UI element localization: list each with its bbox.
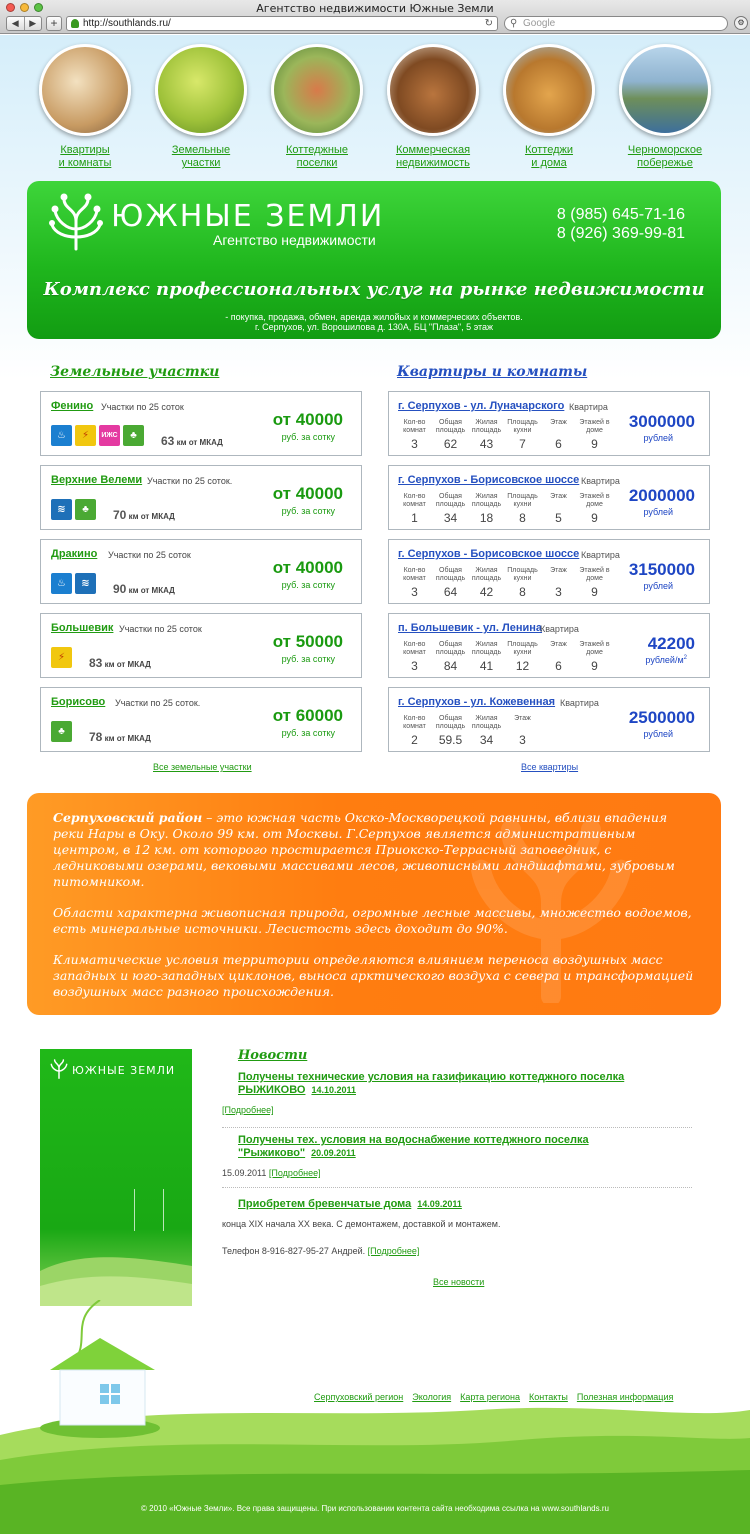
apartment-kind: Квартира bbox=[581, 476, 620, 486]
land-card[interactable] bbox=[40, 391, 362, 456]
apartment-card[interactable] bbox=[388, 465, 710, 530]
land-desc: Участки по 25 соток bbox=[119, 624, 202, 634]
stat bbox=[397, 567, 432, 599]
all-apartments-link[interactable]: Все квартиры bbox=[521, 762, 579, 772]
category-label-line2: и дома bbox=[531, 157, 567, 169]
news-footer bbox=[222, 1246, 692, 1256]
stat-label: Площадь кухни bbox=[507, 641, 538, 656]
side-advert-banner[interactable] bbox=[40, 1049, 192, 1306]
price-unit: рублей/$м^2$ bbox=[645, 655, 687, 665]
stat-label: Этажей в доме bbox=[579, 493, 610, 508]
price-unit: рублей bbox=[643, 433, 673, 443]
news-footer bbox=[222, 1168, 692, 1178]
land-price: от 60000 bbox=[272, 706, 343, 725]
category-label-line2: поселки bbox=[296, 157, 338, 169]
land-name[interactable]: Борисово bbox=[51, 696, 106, 708]
distance-suffix: км от МКАД bbox=[174, 438, 223, 447]
utility-icons bbox=[51, 647, 72, 668]
search-input[interactable] bbox=[504, 16, 728, 31]
stat-value: 3 bbox=[555, 585, 562, 599]
distance-suffix: км от МКАД bbox=[126, 512, 175, 521]
news-date: 14.10.2011 bbox=[311, 1085, 357, 1095]
land-section-title[interactable]: Земельные участки bbox=[50, 364, 220, 380]
stat-label: Жилая площадь bbox=[471, 567, 502, 582]
about-lead: Серпуховский район bbox=[53, 810, 203, 825]
stat bbox=[505, 567, 540, 599]
distance bbox=[89, 730, 151, 744]
utility-icons bbox=[51, 721, 72, 742]
distance-value: 70 bbox=[113, 508, 127, 522]
stat bbox=[505, 715, 540, 747]
price-unit: рублей bbox=[643, 581, 673, 591]
category-nav bbox=[30, 44, 720, 170]
news-date: 20.09.2011 bbox=[311, 1148, 356, 1158]
stat bbox=[433, 419, 468, 451]
apartment-address[interactable]: г. Серпухов - Борисовское шоссе bbox=[398, 548, 580, 560]
apartment-price: 3150000 bbox=[628, 560, 695, 579]
news-title[interactable]: Новости bbox=[238, 1048, 308, 1063]
news-divider bbox=[222, 1187, 692, 1188]
land-card[interactable] bbox=[40, 539, 362, 604]
izs-icon: ИЖС bbox=[99, 425, 120, 446]
stat-label: Кол-во комнат bbox=[403, 493, 426, 508]
stat-value: 64 bbox=[443, 585, 458, 599]
stat-value: 3 bbox=[411, 585, 418, 599]
news-item bbox=[222, 1134, 692, 1178]
water-icon: ≋ bbox=[75, 573, 96, 594]
about-paragraph-3: Климатические условия территории определяются влиянием переноса воздушных масс западных и юго-западных циклонов, выноса арктического воздуха с севера и трансформацией воздушных масс разного происхождения. bbox=[53, 952, 694, 999]
land-price: от 40000 bbox=[272, 558, 343, 577]
apartment-stats bbox=[397, 493, 613, 525]
all-news-link[interactable]: Все новости bbox=[433, 1277, 485, 1287]
forward-icon[interactable]: ▶ bbox=[29, 18, 37, 28]
land-name[interactable]: Дракино bbox=[51, 548, 98, 560]
land-photo[interactable] bbox=[155, 44, 247, 136]
stat-label: Общая площадь bbox=[435, 493, 466, 508]
stat bbox=[469, 715, 504, 747]
stat bbox=[469, 493, 504, 525]
brand-subtitle: Агентство недвижимости bbox=[213, 232, 376, 248]
stat-value: 5 bbox=[555, 511, 562, 525]
utility-icons bbox=[51, 573, 96, 594]
stat-label: Общая площадь bbox=[435, 567, 466, 582]
stat-label: Этажей в доме bbox=[579, 419, 610, 434]
apartment-card[interactable] bbox=[388, 391, 710, 456]
price-unit: рублей bbox=[643, 729, 673, 739]
land-name[interactable]: Большевик bbox=[51, 622, 114, 634]
land-desc: Участки по 25 соток. bbox=[147, 476, 233, 486]
stat bbox=[577, 641, 612, 673]
stat bbox=[433, 493, 468, 525]
commercial-photo[interactable] bbox=[387, 44, 479, 136]
category-label[interactable] bbox=[610, 144, 720, 170]
distance-suffix: км от МКАД bbox=[102, 660, 151, 669]
add-bookmark-button[interactable]: + bbox=[46, 16, 62, 31]
apartment-stats bbox=[397, 641, 613, 673]
search-placeholder: Google bbox=[523, 18, 556, 29]
stat-value: 8 bbox=[519, 511, 526, 525]
news-text-2: Телефон 8-916-827-95-27 Андрей. bbox=[222, 1246, 366, 1256]
stat bbox=[505, 419, 540, 451]
category-label-line2: побережье bbox=[637, 157, 693, 169]
unit-superscript: 2 bbox=[683, 655, 687, 661]
footer-nav-link[interactable]: Полезная информация bbox=[576, 1392, 674, 1402]
utility-icons bbox=[51, 499, 96, 520]
stat-label: Жилая площадь bbox=[471, 641, 502, 656]
electricity-icon: ⚡ bbox=[51, 647, 72, 668]
stat-label: Кол-во комнат bbox=[403, 567, 426, 582]
gear-icon[interactable]: ⚙ bbox=[734, 16, 748, 30]
land-card[interactable] bbox=[40, 687, 362, 752]
news-footer bbox=[222, 1105, 692, 1115]
price-unit: руб. за сотку bbox=[281, 654, 335, 664]
stat-value: 3 bbox=[411, 659, 418, 673]
services-text bbox=[27, 312, 721, 332]
stat-value: 84 bbox=[443, 659, 458, 673]
stat-label: Этаж bbox=[550, 567, 567, 574]
stat-value: 59.5 bbox=[438, 733, 463, 747]
news-headline-text: Получены технические условия на газификацию коттеджного поселка РЫЖИКОВО bbox=[238, 1071, 625, 1096]
stat-value: 62 bbox=[443, 437, 458, 451]
phones bbox=[557, 205, 685, 243]
stat-label: Кол-во комнат bbox=[403, 715, 426, 730]
land-list bbox=[40, 391, 362, 761]
category-houses[interactable] bbox=[494, 44, 604, 170]
stat-value: 6 bbox=[555, 437, 562, 451]
category-label-line1: Черноморское bbox=[627, 144, 703, 156]
stat-label: Этаж bbox=[550, 641, 567, 648]
stat bbox=[397, 715, 432, 747]
stat-value: 6 bbox=[555, 659, 562, 673]
price-unit: рублей bbox=[643, 507, 673, 517]
news-date: 14.09.2011 bbox=[417, 1199, 462, 1209]
apartment-address[interactable]: г. Серпухов - ул. Кожевенная bbox=[398, 696, 556, 708]
news-headline[interactable] bbox=[238, 1198, 692, 1211]
land-card[interactable] bbox=[40, 613, 362, 678]
stat-label: Этажей в доме bbox=[579, 641, 610, 656]
category-label[interactable] bbox=[30, 144, 140, 170]
stat-label: Кол-во комнат bbox=[403, 419, 426, 434]
stat bbox=[541, 641, 576, 673]
category-villages[interactable] bbox=[262, 44, 372, 170]
stat-label: Кол-во комнат bbox=[403, 641, 426, 656]
blacksea-photo[interactable] bbox=[619, 44, 711, 136]
price-unit: руб. за сотку bbox=[281, 580, 335, 590]
stat-label: Общая площадь bbox=[435, 641, 466, 656]
news-headline[interactable] bbox=[238, 1134, 692, 1160]
stat-value: 41 bbox=[479, 659, 494, 673]
stat bbox=[577, 419, 612, 451]
stat bbox=[397, 641, 432, 673]
stat bbox=[577, 567, 612, 599]
land-name[interactable]: Фенино bbox=[51, 400, 94, 412]
stat-label: Этажей в доме bbox=[579, 567, 610, 582]
category-label-line1: Земельные bbox=[171, 144, 231, 156]
electricity-icon: ⚡ bbox=[75, 425, 96, 446]
stat-value: 8 bbox=[519, 585, 526, 599]
stat-value: 9 bbox=[591, 585, 598, 599]
stat-value: 43 bbox=[479, 437, 494, 451]
stat-label: Жилая площадь bbox=[471, 493, 502, 508]
stat bbox=[469, 641, 504, 673]
land-price: от 50000 bbox=[272, 632, 343, 651]
water-icon: ≋ bbox=[51, 499, 72, 520]
news-item bbox=[222, 1198, 692, 1256]
news-divider bbox=[222, 1127, 692, 1128]
apartment-price: 42200 bbox=[647, 634, 695, 653]
stat bbox=[433, 567, 468, 599]
stat-value: 9 bbox=[591, 659, 598, 673]
phone-2: 8 (926) 369-99-81 bbox=[556, 225, 685, 242]
price-unit: руб. за сотку bbox=[281, 432, 335, 442]
category-land[interactable] bbox=[146, 44, 256, 170]
news-date-secondary: 15.09.2011 bbox=[222, 1168, 267, 1178]
side-banner-brand: ЮЖНЫЕ ЗЕМЛИ bbox=[72, 1064, 176, 1077]
stat bbox=[541, 419, 576, 451]
search-icon: ⚲ bbox=[510, 18, 518, 29]
houses-photo[interactable] bbox=[503, 44, 595, 136]
stat-value: 34 bbox=[479, 733, 494, 747]
about-paragraph-1 bbox=[53, 810, 695, 890]
stat-label: Площадь кухни bbox=[507, 493, 538, 508]
category-blacksea[interactable] bbox=[610, 44, 720, 170]
apartment-kind: Квартира bbox=[560, 698, 599, 708]
news-text: конца XIX начала XX века. С демонтажем, доставкой и монтажем. bbox=[222, 1219, 501, 1229]
apartment-stats bbox=[397, 567, 613, 599]
footer-nav-link[interactable]: Экология bbox=[412, 1392, 452, 1402]
all-land-link[interactable]: Все земельные участки bbox=[153, 762, 252, 772]
apartment-card[interactable] bbox=[388, 539, 710, 604]
stat-value: 3 bbox=[519, 733, 526, 747]
about-text-1: – это южная часть Окско-Москворецкой равнины, вблизи впадения реки Нары в Оку. Около 99 км. от Москвы. Г.Серпухов является административным центром, в 12 км. от которого простирается Приокско-Террасный заповедник, с ледниковыми озерами, вековыми массивами лесов, живописными ландшафтами, зубровым питомником. bbox=[53, 810, 675, 889]
back-icon[interactable]: ◀ bbox=[7, 17, 25, 30]
gas-icon: ♨ bbox=[51, 573, 72, 594]
more-link[interactable]: [Подробнее] bbox=[367, 1246, 420, 1256]
stat bbox=[577, 493, 612, 525]
news-headline-text: Приобретем бревенчатые дома bbox=[238, 1198, 412, 1210]
category-label[interactable] bbox=[262, 144, 372, 170]
stat-label: Этаж bbox=[550, 493, 567, 500]
category-label-line2: участки bbox=[181, 157, 221, 169]
about-region-block bbox=[27, 793, 721, 1015]
stat-value: 18 bbox=[479, 511, 494, 525]
stat bbox=[433, 641, 468, 673]
land-desc: Участки по 25 соток bbox=[108, 550, 191, 560]
apartment-stats bbox=[397, 419, 613, 451]
window-title: Агентство недвижимости Южные Земли bbox=[256, 2, 494, 15]
distance bbox=[113, 582, 175, 596]
apartment-price: 3000000 bbox=[628, 412, 695, 431]
phone-1: 8 (985) 645-71-16 bbox=[556, 206, 685, 223]
stat-value: 3 bbox=[411, 437, 418, 451]
utility-icons bbox=[51, 425, 144, 446]
stat-label: Общая площадь bbox=[435, 419, 466, 434]
stat-label: Площадь кухни bbox=[507, 567, 538, 582]
distance-value: 78 bbox=[89, 730, 103, 744]
stat bbox=[433, 715, 468, 747]
price-unit: руб. за сотку bbox=[281, 728, 335, 738]
distance bbox=[161, 434, 223, 448]
address-line: г. Серпухов, ул. Ворошилова д. 130А, БЦ "Плаза", 5 этаж bbox=[254, 322, 494, 332]
footer-nav bbox=[314, 1392, 673, 1402]
apartment-price: 2000000 bbox=[628, 486, 695, 505]
browser-toolbar bbox=[0, 0, 750, 34]
apartment-list bbox=[388, 391, 710, 761]
distance bbox=[89, 656, 151, 670]
stat-label: Площадь кухни bbox=[507, 419, 538, 434]
gas-icon: ♨ bbox=[51, 425, 72, 446]
tree-icon: ♣ bbox=[123, 425, 144, 446]
news-headline[interactable] bbox=[238, 1071, 692, 1097]
distance bbox=[113, 508, 175, 522]
land-card[interactable] bbox=[40, 465, 362, 530]
stat bbox=[505, 493, 540, 525]
tree-icon: ♣ bbox=[75, 499, 96, 520]
stat-label: Этаж bbox=[550, 419, 567, 426]
apartment-card[interactable] bbox=[388, 613, 710, 678]
stat bbox=[541, 493, 576, 525]
stat bbox=[397, 419, 432, 451]
footer-nav-link[interactable]: Контакты bbox=[529, 1392, 568, 1402]
stat-value: 7 bbox=[519, 437, 526, 451]
tree-icon: ♣ bbox=[51, 721, 72, 742]
stat-label: Жилая площадь bbox=[471, 715, 502, 730]
price-unit: руб. за сотку bbox=[281, 506, 335, 516]
side-banner-decor bbox=[134, 1189, 164, 1231]
apartment-address[interactable]: г. Серпухов - Борисовское шоссе bbox=[398, 474, 580, 486]
apartment-kind: Квартира bbox=[540, 624, 579, 634]
stat-value: 34 bbox=[443, 511, 458, 525]
distance-suffix: км от МКАД bbox=[126, 586, 175, 595]
brand-name: ЮЖНЫЕ ЗЕМЛИ bbox=[111, 199, 385, 234]
apartment-address[interactable]: п. Большевик - ул. Ленина bbox=[398, 622, 543, 634]
category-label-line1: Коттеджные bbox=[286, 144, 348, 156]
category-apartments[interactable] bbox=[30, 44, 140, 170]
stat-label: Жилая площадь bbox=[471, 419, 502, 434]
address-bar-text: http://southlands.ru/ bbox=[83, 18, 171, 29]
stat bbox=[469, 567, 504, 599]
category-label-line2: недвижимость bbox=[396, 157, 470, 169]
tree-logo-icon bbox=[48, 1057, 70, 1079]
footer-nav-link[interactable]: Серпуховский регион bbox=[314, 1392, 404, 1402]
slogan: Комплекс профессиональных услуг на рынке недвижимости bbox=[43, 279, 705, 300]
distance-value: 83 bbox=[89, 656, 103, 670]
distance-value: 63 bbox=[161, 434, 175, 448]
category-label-line1: Коммерческая bbox=[395, 144, 471, 156]
favicon-icon bbox=[71, 19, 79, 28]
stat bbox=[469, 419, 504, 451]
apartment-address[interactable]: г. Серпухов - ул. Луначарского bbox=[398, 400, 565, 412]
copyright: © 2010 «Южные Земли». Все права защищены. При использовании контента сайта необходима ссылка на www.southlands.ru bbox=[141, 1504, 609, 1513]
apartment-stats bbox=[397, 715, 541, 747]
category-label-line1: Коттеджи bbox=[524, 144, 574, 156]
news-headline-text: Получены тех. условия на водоснабжение коттеджного поселка "Рыжиково" bbox=[238, 1134, 589, 1159]
apartment-kind: Квартира bbox=[569, 402, 608, 412]
stat bbox=[397, 493, 432, 525]
apartment-card[interactable] bbox=[388, 687, 710, 752]
apartments-photo[interactable] bbox=[39, 44, 131, 136]
apartment-price: 2500000 bbox=[628, 708, 695, 727]
category-label-line1: Квартиры bbox=[60, 144, 110, 156]
apartments-section-title[interactable]: Квартиры и комнаты bbox=[397, 364, 588, 380]
stat-label: Общая площадь bbox=[435, 715, 466, 730]
footer-nav-link[interactable]: Карта региона bbox=[460, 1392, 521, 1402]
stat bbox=[541, 567, 576, 599]
land-desc: Участки по 25 соток. bbox=[115, 698, 201, 708]
land-name[interactable]: Верхние Велеми bbox=[51, 474, 143, 486]
history-buttons bbox=[6, 16, 42, 31]
stat-label: Этаж bbox=[514, 715, 531, 722]
category-label[interactable] bbox=[378, 144, 488, 170]
category-label-line2: и комнаты bbox=[58, 157, 112, 169]
land-price: от 40000 bbox=[272, 410, 343, 429]
address-bar[interactable] bbox=[66, 16, 498, 31]
about-paragraph-2: Области характерна живописная природа, огромные лесные массивы, множество водоемов, есть минеральные источники. Лесистость здесь доходит до 90%. bbox=[53, 905, 692, 936]
stat-value: 9 bbox=[591, 511, 598, 525]
land-desc: Участки по 25 соток bbox=[101, 402, 184, 412]
header-banner bbox=[27, 181, 721, 339]
distance-value: 90 bbox=[113, 582, 127, 596]
villages-photo[interactable] bbox=[271, 44, 363, 136]
stat bbox=[505, 641, 540, 673]
house-icon bbox=[30, 1300, 170, 1440]
hills-decor bbox=[40, 1246, 192, 1306]
category-commercial[interactable] bbox=[378, 44, 488, 170]
stat-value: 9 bbox=[591, 437, 598, 451]
news-item bbox=[222, 1071, 692, 1115]
category-label[interactable] bbox=[494, 144, 604, 170]
apartment-kind: Квартира bbox=[581, 550, 620, 560]
land-price: от 40000 bbox=[272, 484, 343, 503]
stat-value: 2 bbox=[411, 733, 418, 747]
category-label[interactable] bbox=[146, 144, 256, 170]
stat-value: 1 bbox=[411, 511, 418, 525]
reload-icon[interactable]: ↻ bbox=[484, 18, 493, 29]
tree-logo-icon bbox=[49, 191, 103, 251]
stat-value: 42 bbox=[479, 585, 494, 599]
more-link[interactable]: [Подробнее] bbox=[222, 1105, 274, 1115]
more-link[interactable]: [Подробнее] bbox=[268, 1168, 321, 1178]
services-line: - покупка, продажа, обмен, аренда жилойых и коммерческих объектов. bbox=[225, 312, 523, 322]
stat-value: 12 bbox=[515, 659, 530, 673]
distance-suffix: км от МКАД bbox=[102, 734, 151, 743]
